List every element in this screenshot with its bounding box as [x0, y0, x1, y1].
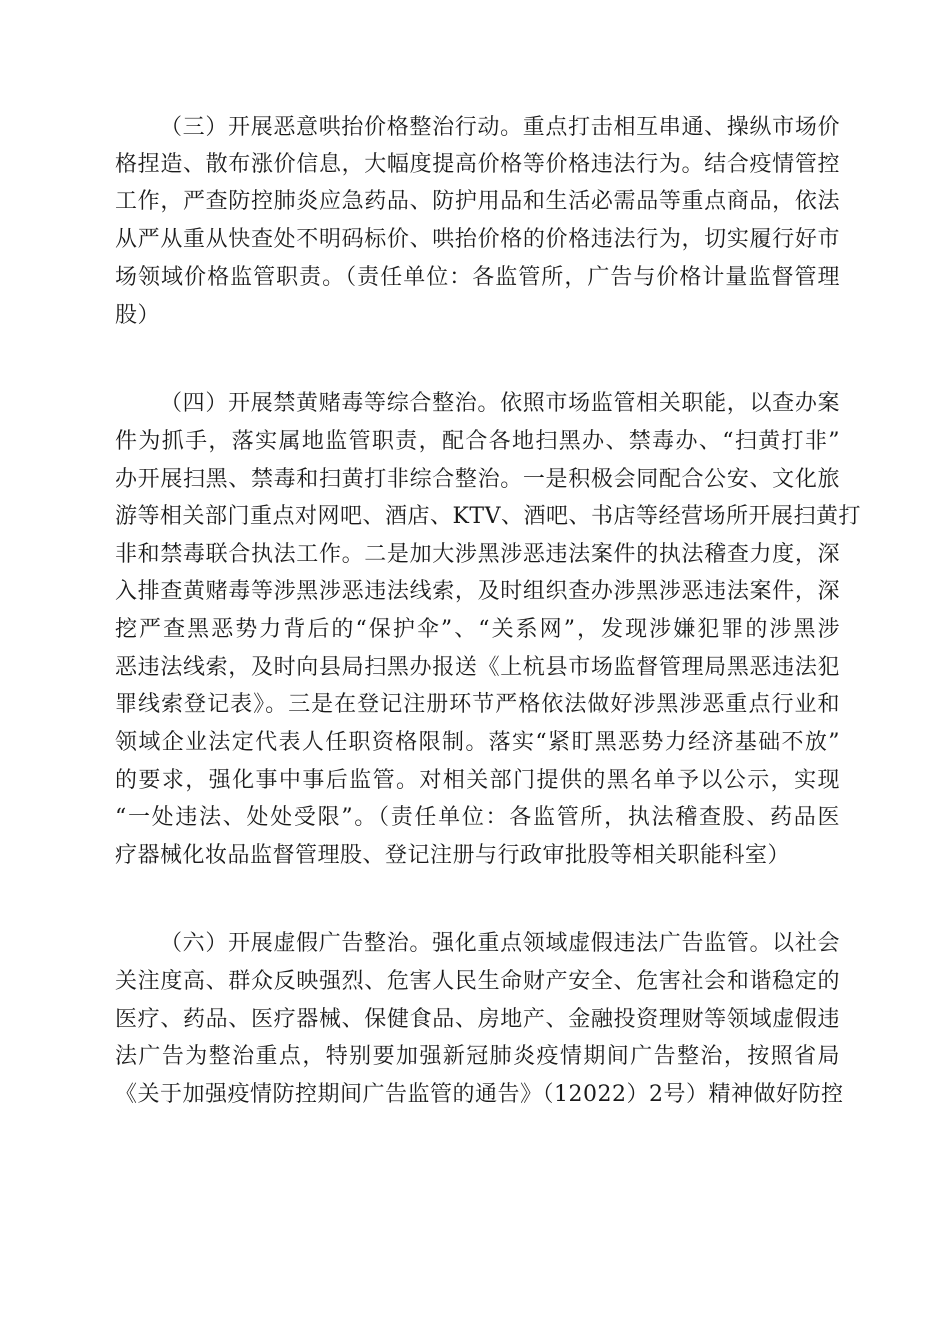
text-line: “一处违法、处处受限”。（责任单位：各监管所，执法稽查股、药品医	[115, 805, 840, 830]
text-line: 法广告为整治重点，特别要加强新冠肺炎疫情期间广告整治，按照省局	[115, 1044, 840, 1069]
text-line: 疗器械化妆品监督管理股、登记注册与行政审批股等相关职能科室）	[115, 843, 791, 868]
text-line: 工作，严查防控肺炎应急药品、防护用品和生活必需品等重点商品，依法	[115, 189, 840, 214]
text-line: 格捏造、散布涨价信息，大幅度提高价格等价格违法行为。结合疫情管控	[115, 152, 840, 177]
text-line: 恶违法线索，及时向县局扫黑办报送《上杭县市场监督管理局黑恶违法犯	[115, 655, 840, 680]
text-line: 游等相关部门重点对网吧、酒店、KTV、酒吧、书店等经营场所开展扫黄打	[115, 504, 861, 529]
text-line: 《关于加强疫情防控期间广告监管的通告》（12022）2号）精神做好防控	[115, 1082, 844, 1107]
text-line: 罪线索登记表》。三是在登记注册环节严格依法做好涉黑涉恶重点行业和	[115, 692, 840, 717]
text-line: （三）开展恶意哄抬价格整治行动。重点打击相互串通、操纵市场价	[160, 115, 840, 140]
text-line: 件为抓手，落实属地监管职责，配合各地扫黑办、禁毒办、“扫黄打非”	[115, 429, 840, 454]
text-line: 股）	[115, 303, 161, 328]
text-line: 办开展扫黑、禁毒和扫黄打非综合整治。一是积极会同配合公安、文化旅	[115, 467, 840, 492]
text-line: 的要求，强化事中事后监管。对相关部门提供的黑名单予以公示，实现	[115, 768, 840, 793]
text-line: 医疗、药品、医疗器械、保健食品、房地产、金融投资理财等领域虚假违	[115, 1007, 840, 1032]
text-line: 挖严查黑恶势力背后的“保护伞”、“关系网”，发现涉嫌犯罪的涉黑涉	[115, 617, 840, 642]
text-line: （六）开展虚假广告整治。强化重点领域虚假违法广告监管。以社会	[160, 931, 840, 956]
text-line: 非和禁毒联合执法工作。二是加大涉黑涉恶违法案件的执法稽查力度，深	[115, 542, 840, 567]
text-line: 关注度高、群众反映强烈、危害人民生命财产安全、危害社会和谐稳定的	[115, 969, 840, 994]
text-line: 领域企业法定代表人任职资格限制。落实“紧盯黑恶势力经济基础不放”	[115, 730, 840, 755]
text-line: 场领域价格监管职责。（责任单位：各监管所，广告与价格计量监督管理	[115, 265, 840, 290]
text-line: 从严从重从快查处不明码标价、哄抬价格的价格违法行为，切实履行好市	[115, 227, 840, 252]
text-line: （四）开展禁黄赌毒等综合整治。依照市场监管相关职能，以查办案	[160, 391, 840, 416]
text-line: 入排查黄赌毒等涉黑涉恶违法线索，及时组织查办涉黑涉恶违法案件，深	[115, 579, 840, 604]
